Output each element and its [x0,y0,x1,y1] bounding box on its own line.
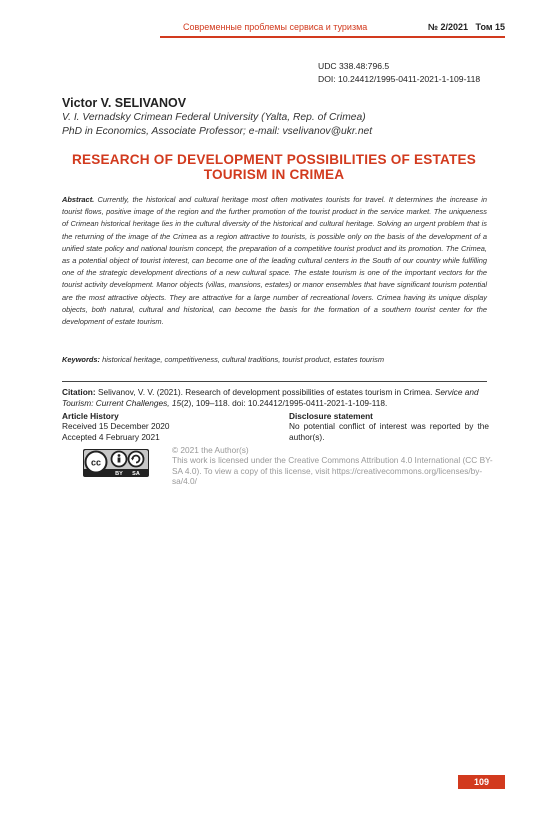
keywords-text: historical heritage, competitiveness, cultural traditions, tourist product, estates tourism [100,355,385,364]
citation-tail: (2), 109–118. doi: 10.24412/1995-0411-2021-1-109-118. [181,397,388,408]
abstract-label: Abstract. [62,195,95,204]
identifiers [318,60,480,85]
disclosure-heading: Disclosure statement [289,411,373,421]
author-position: PhD in Economics, Associate Professor; e-mail: vselivanov@ukr.net [62,126,373,137]
license-text: This work is licensed under the Creative Commons Attribution 4.0 International (CC BY-SA 4.0). To view a copy of this license, visit https://creativecommons.org/licenses/by-sa/4.0/ [172,455,493,486]
article-history-heading: Article History [62,411,119,421]
cc-by-sa-badge[interactable] [83,449,149,477]
disclosure-statement [289,411,489,442]
received-date: Received 15 December 2020 [62,421,170,432]
citation-journal: Service and Tourism: Current Challenges, 15 [62,387,479,408]
doi[interactable]: DOI: 10.24412/1995-0411-2021-1-109-118 [318,73,481,84]
issue-info: № 2/2021 Том 15 [427,22,505,32]
keywords-label: Keywords: [62,355,101,364]
abstract [62,194,487,328]
svg-text:cc: cc [90,457,102,468]
disclosure-text: No potential conflict of interest was reported by the author(s). [289,421,489,442]
license-info [172,445,502,486]
accepted-date: Accepted 4 February 2021 [62,431,160,442]
badge-by-label: BY [115,471,123,477]
title-line: TOURISM IN CRIMEA [203,167,345,182]
page-number: 109 [458,775,505,789]
divider [62,381,487,382]
badge-sa-label: SA [132,471,140,477]
udc-code: UDC 338.48:796.5 [318,61,390,71]
article-history [62,411,262,442]
citation-text: Selivanov, V. V. (2021). Research of development possibilities of estates tourism in Crimea. [95,387,435,397]
citation [62,387,494,408]
abstract-text: Currently, the historical and cultural heritage most often motivates tourists for travel. It determines the increase in tourist flows, positive image of the region and the further promotion of the tourist product in the service market. The uniqueness of Crimean historical heritage lies in the cultural diversity of the historical and cultural heritage. Solving an urgent problem that is the returning of the image of the Crimea as a region attractive to tourists, is possible only on the basis of the development of a unified state policy and national tourism concept, the preparation of a competitive tourist product and its promotion. The Crimea, as a potential object of tourist interest, can become one of the leading cultural centers in the South of our country while fulfilling one of the strategic development directions of a new cultural space. The estate tourism is one of the important vectors for the tourist activity development. Manor objects (villas, mansions, estates) or manor ensembles that have significant tourism potential are the most attractive objects. They are attractive for a large number of recreational lovers. Crimea having its unique display objects, both natural, cultural and historical, can become the basis for the formation of a southern tourist center for the development of estate tourism. [62,195,487,327]
keywords [62,355,492,364]
author-affiliation: V. I. Vernadsky Crimean Federal University (Yalta, Rep. of Crimea) [62,112,366,123]
author-name: Victor V. SELIVANOV [62,96,187,110]
title-line: RESEARCH OF DEVELOPMENT POSSIBILITIES OF ESTATES [71,152,477,167]
author-details [62,111,502,139]
citation-label: Citation: [62,387,96,397]
journal-name: Современные проблемы сервиса и туризма [183,22,368,32]
article-title [62,152,486,182]
copyright-notice: © 2021 the Author(s) [172,445,249,455]
cc-license-icon [83,449,149,477]
header-rule [160,36,505,38]
